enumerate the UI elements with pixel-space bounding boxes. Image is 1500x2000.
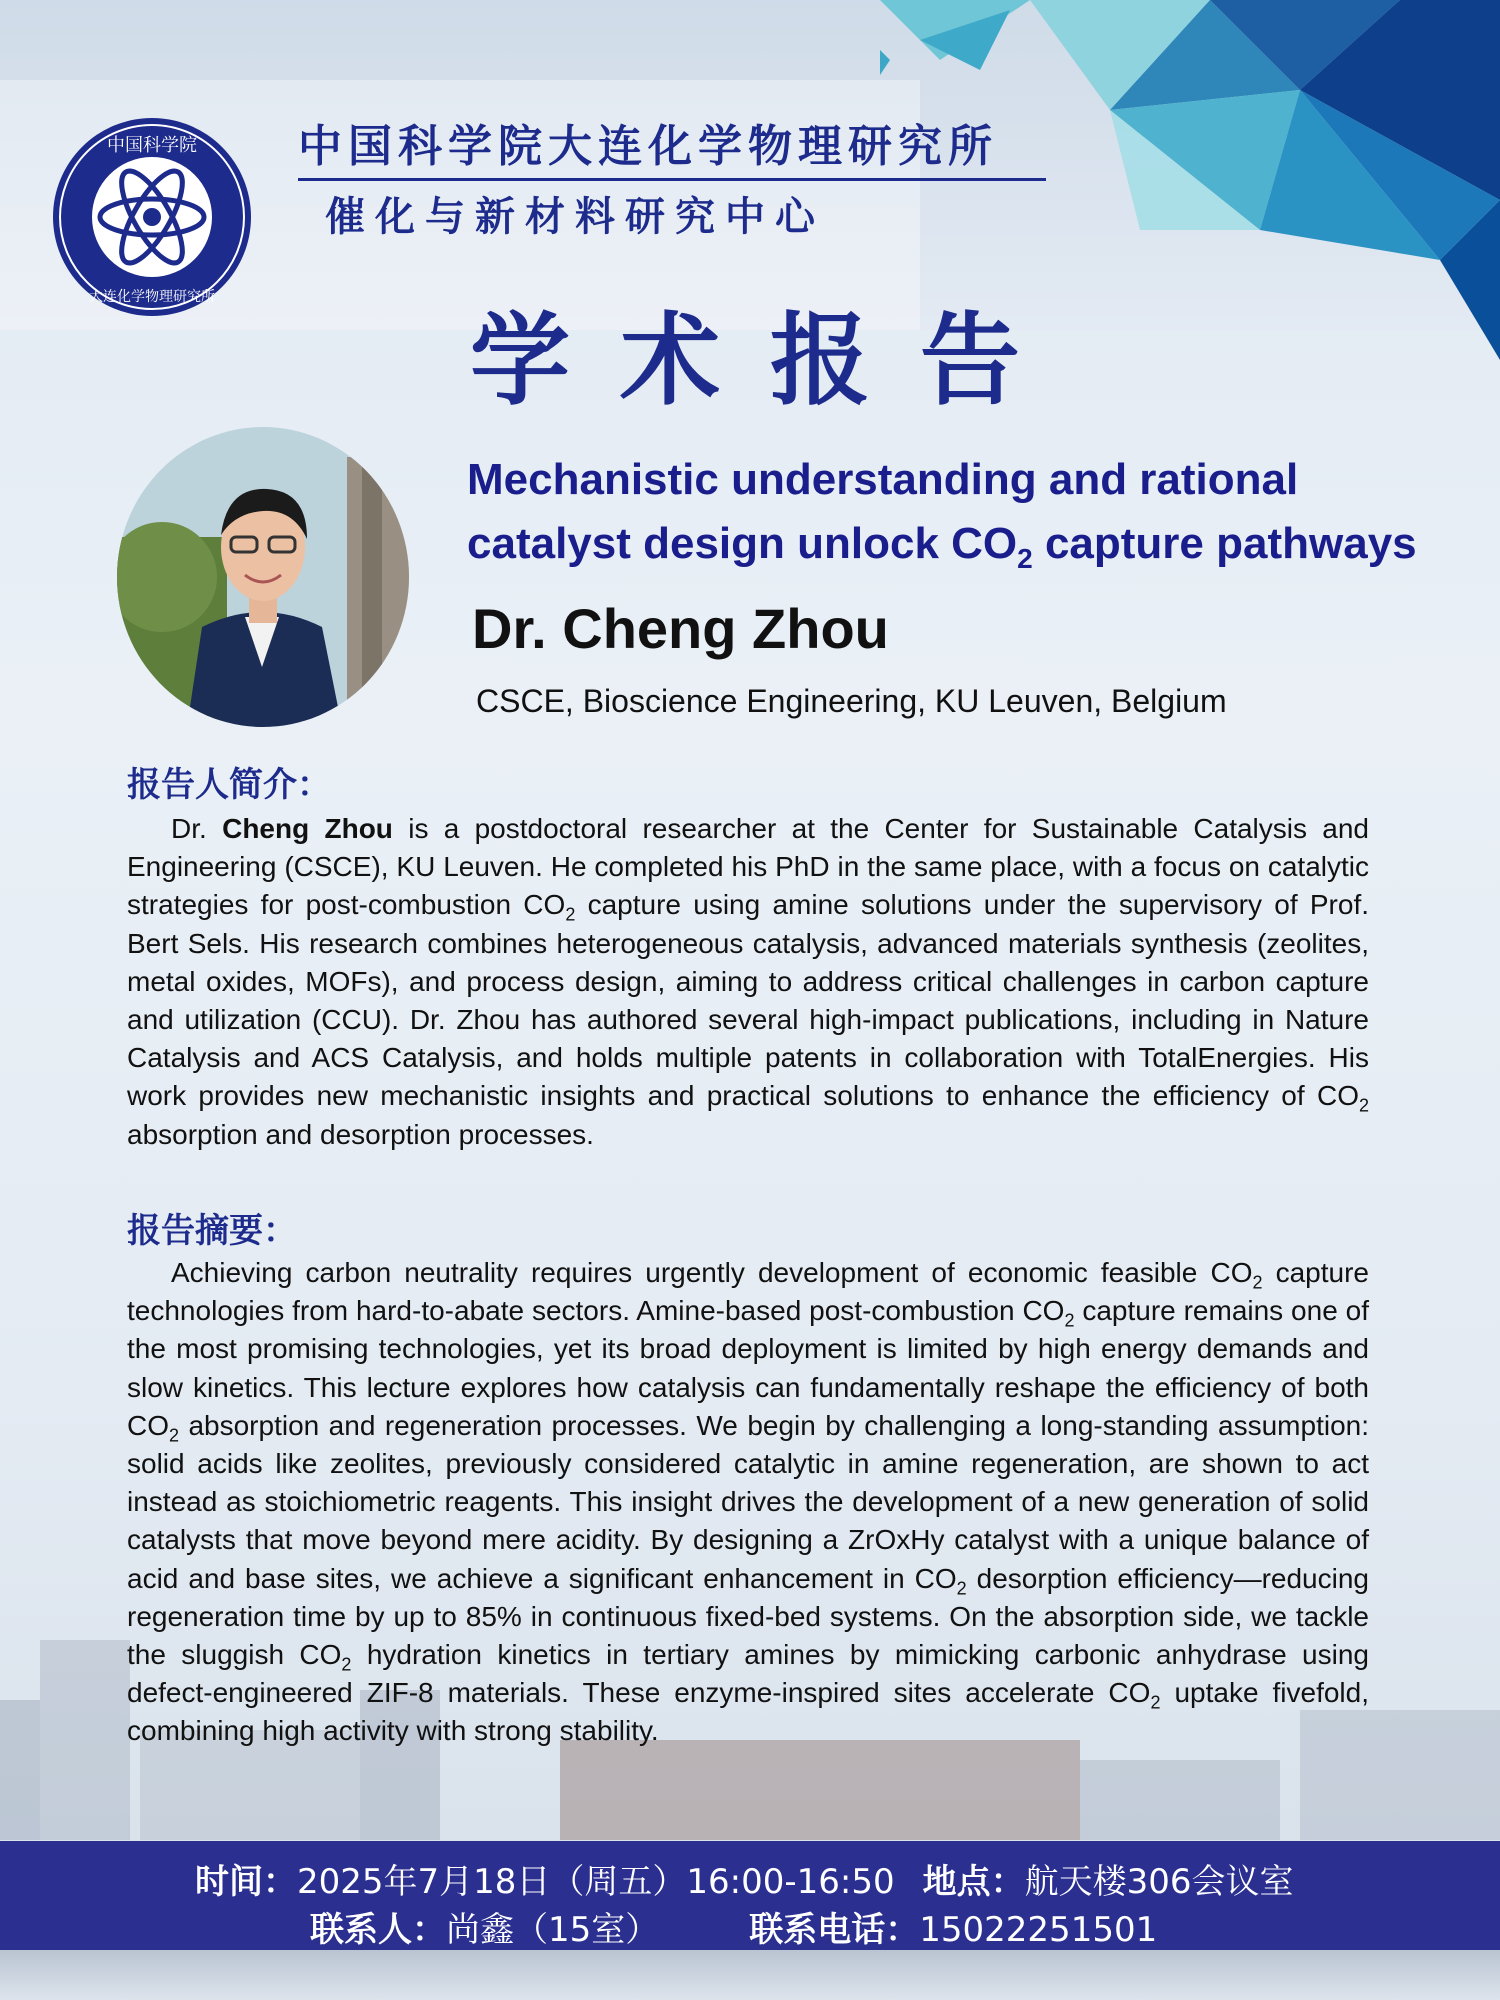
phone-label: 联系电话： <box>749 1910 920 1950</box>
time-value: 2025年7月18日（周五）16:00-16:50 <box>297 1862 895 1902</box>
time-label: 时间： <box>195 1862 297 1902</box>
institute-name: 中国科学院大连化学物理研究所 <box>298 121 998 172</box>
phone-value: 15022251501 <box>919 1910 1158 1950</box>
svg-text:中国科学院: 中国科学院 <box>107 135 197 156</box>
footer-info-bar <box>0 1841 1500 1950</box>
center-name: 催化与新材料研究中心 <box>325 193 825 240</box>
footer-line1 <box>195 1854 1294 1903</box>
place-label: 地点： <box>922 1862 1025 1902</box>
header-divider <box>298 178 1046 181</box>
speaker-photo <box>117 427 409 727</box>
bottom-strip <box>0 1950 1500 2000</box>
bio-heading: 报告人简介： <box>127 765 331 805</box>
place-value: 航天楼306会议室 <box>1024 1862 1294 1902</box>
contact-value: 尚鑫（15室） <box>446 1910 660 1950</box>
contact-label: 联系人： <box>310 1910 446 1950</box>
event-type-title: 学术报告 <box>470 301 1070 419</box>
speaker-name: Dr. Cheng Zhou <box>472 597 889 660</box>
speaker-affiliation: CSCE, Bioscience Engineering, KU Leuven, Belgium <box>476 683 1227 719</box>
bio-paragraph: Dr. Cheng Zhou is a postdoctoral researcher at the Center for Sustainable Catalysis and Engineering (CSCE), KU Leuven. He completed his PhD in the same place, with a focus on catalytic strategies for post-combustion $CO_2$ capture using amine solutions under the supervisory of Prof. Bert Sels. His research combines heterogeneous catalysis, advanced materials synthesis (zeolites, metal oxides, MOFs), and process design, aiming to address critical challenges in carbon capture and utilization (CCU). Dr. Zhou has authored several high-impact publications, including in Nature Catalysis and ACS Catalysis, and holds multiple patents in collaboration with TotalEnergies. His work provides new mechanistic insights and practical solutions to enhance the efficiency of $CO_2$ absorption and desorption processes. <box>127 813 1370 1150</box>
footer-line2 <box>310 1902 1157 1951</box>
talk-title-line1: Mechanistic understanding and rational <box>467 455 1299 504</box>
institute-logo <box>50 115 255 320</box>
abstract-heading: 报告摘要： <box>127 1211 297 1251</box>
svg-text:大连化学物理研究所: 大连化学物理研究所 <box>89 289 215 305</box>
abstract-paragraph: Achieving carbon neutrality requires urgently development of economic feasible $CO_2$ capture technologies from hard-to-abate sectors. Amine-based post-combustion $CO_2$ capture remains one of the most promising technologies, yet its broad deployment is limited by high energy demands and slow kinetics. This lecture explores how catalysis can fundamentally reshape the efficiency of both $CO_2$ absorption and regeneration processes. We begin by challenging a long-standing assumption: solid acids like zeolites, previously considered catalytic in amine regeneration, are shown to act instead as stoichiometric reagents. This insight drives the development of a new generation of solid catalysts that move beyond mere acidity. By designing a ZrOxHy catalyst with a unique balance of acid and base sites, we achieve a significant enhancement in $CO_2$ desorption efficiency—reducing regeneration time by up to 85% in continuous fixed-bed systems. On the absorption side, we tackle the sluggish $CO_2$ hydration kinetics in tertiary amines by mimicking carbonic anhydrase using defect-engineered ZIF-8 materials. These enzyme-inspired sites accelerate $CO_2$ uptake fivefold, combining high activity with strong stability. <box>127 1257 1370 1747</box>
talk-title <box>467 448 1477 591</box>
talk-title-line2: catalyst design unlock $CO_2$ capture pathways <box>467 519 1417 574</box>
